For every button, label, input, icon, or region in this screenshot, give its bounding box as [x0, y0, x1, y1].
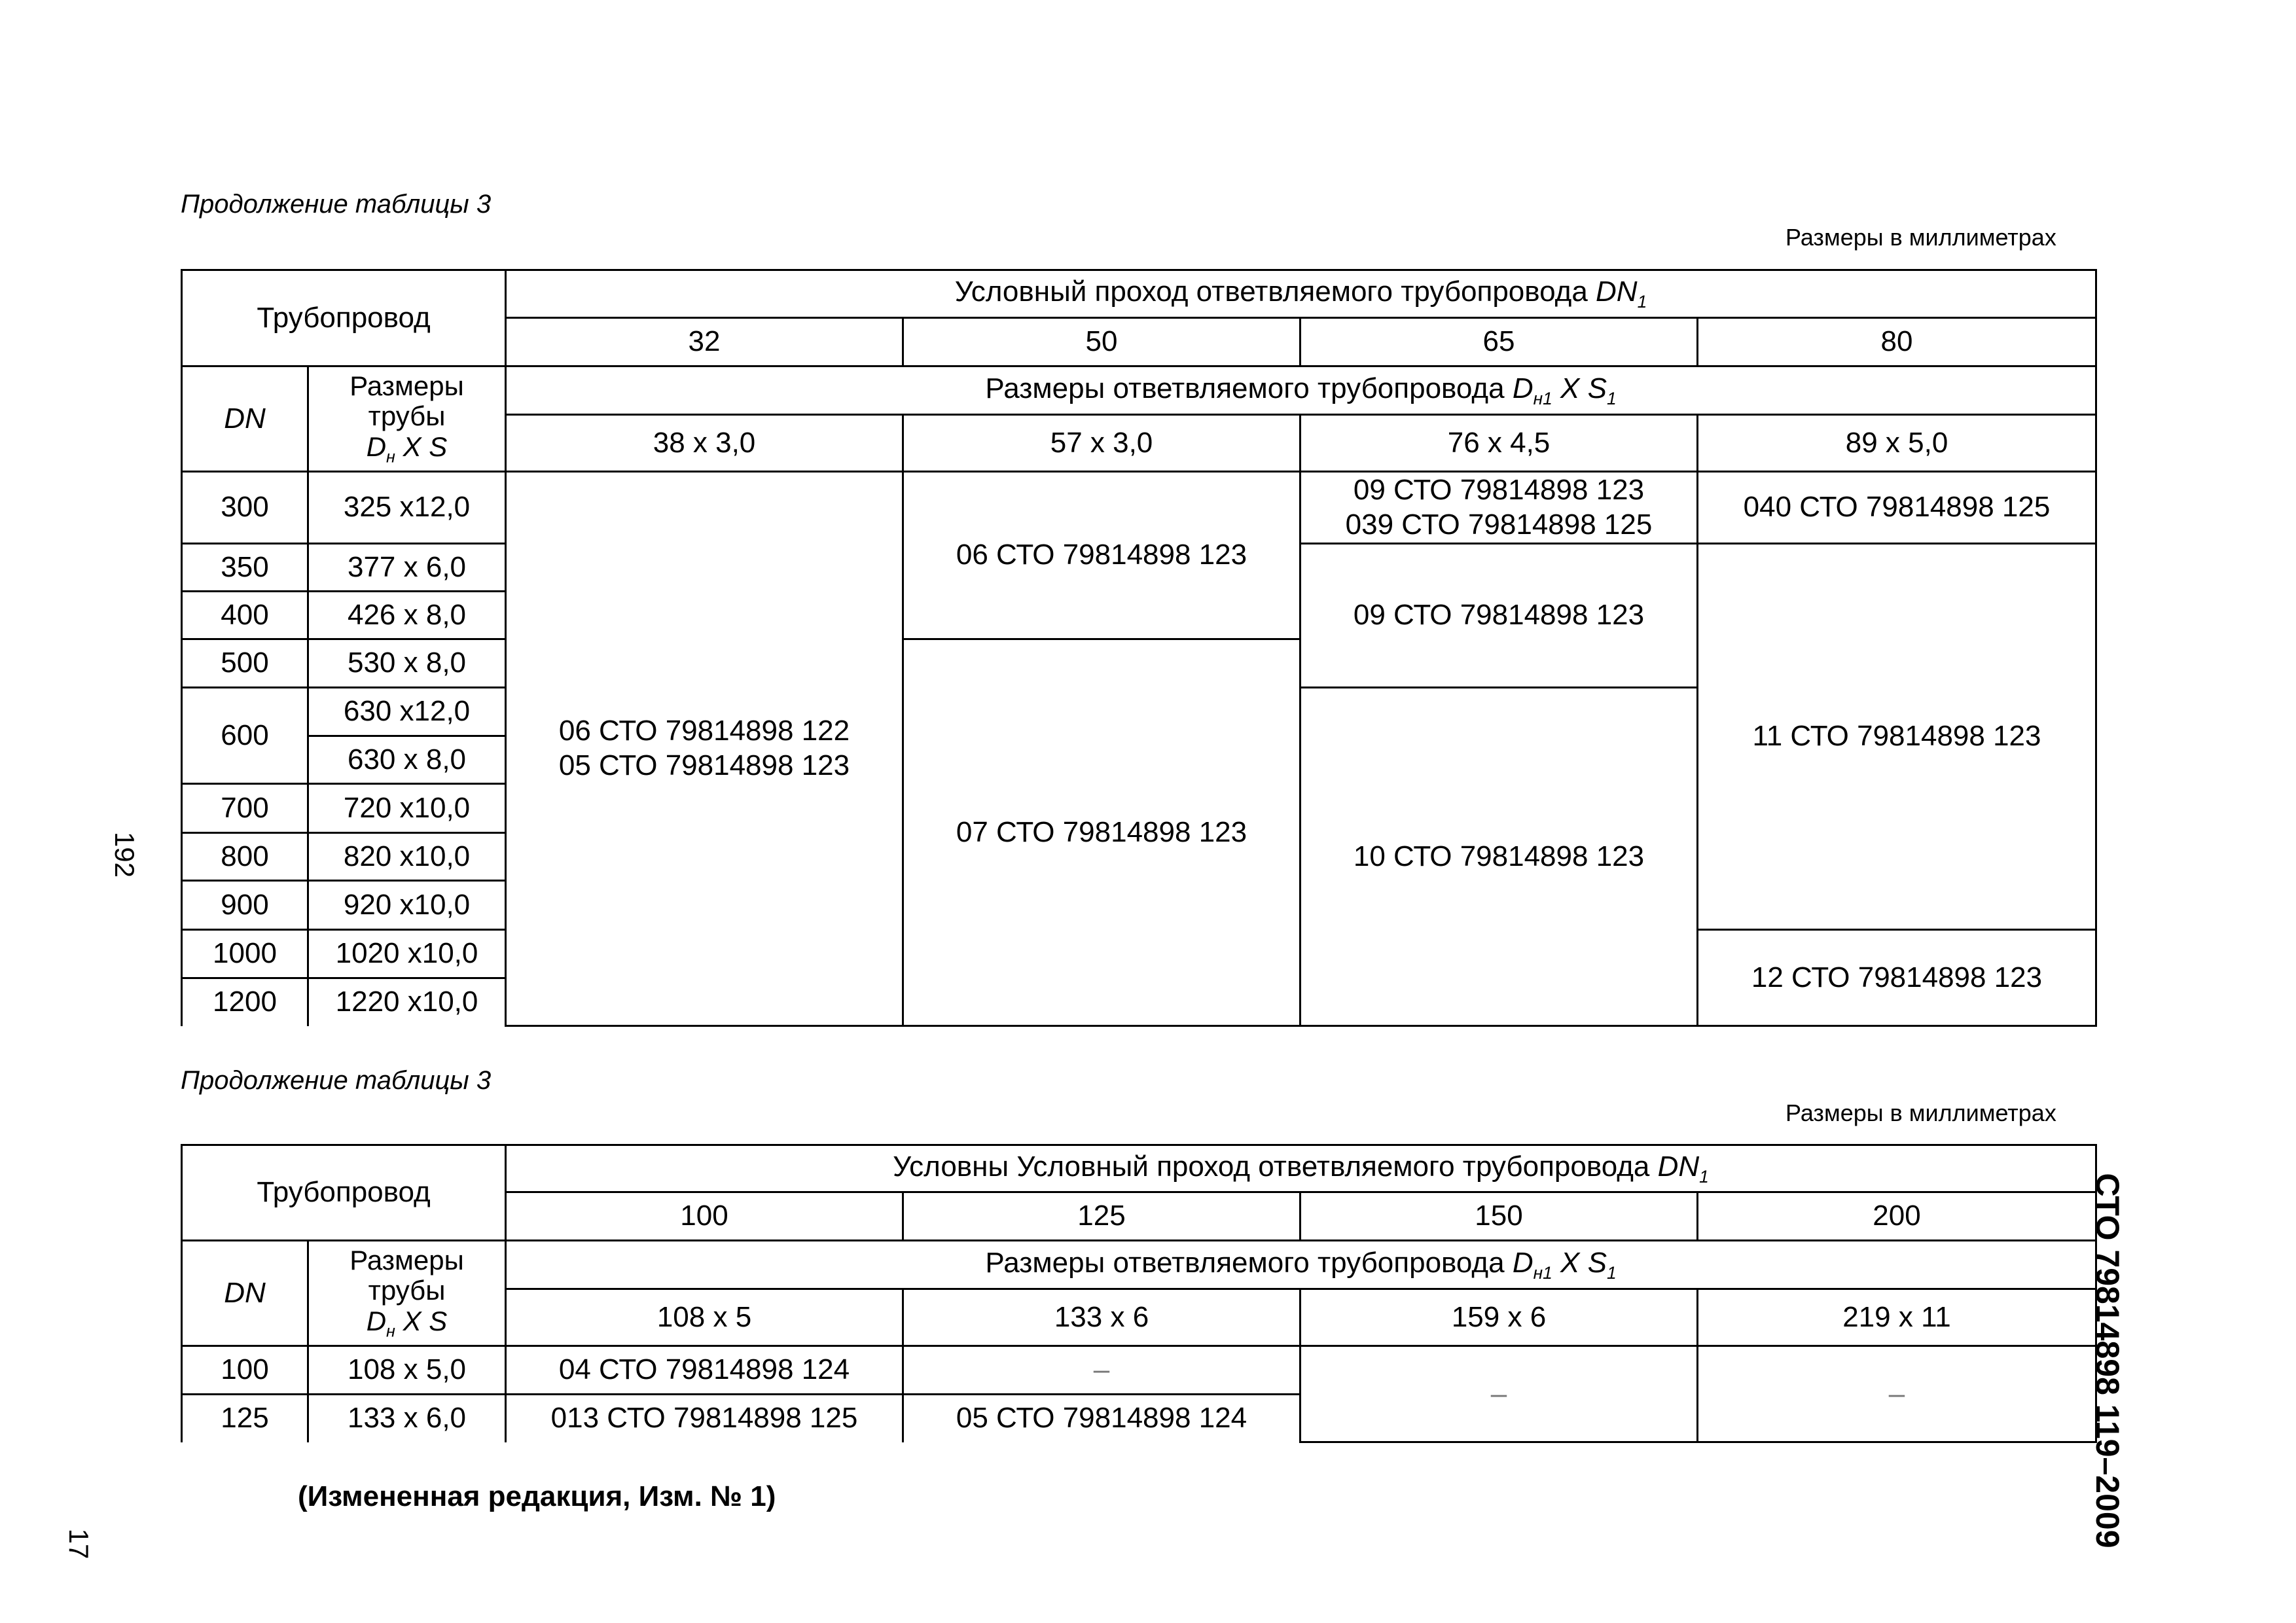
row-size: 820 x10,0 — [308, 833, 506, 881]
branch-size-100: 108 x 5 — [506, 1289, 903, 1346]
row-dn: 700 — [182, 784, 308, 833]
row-dn: 350 — [182, 544, 308, 592]
dn1-col-32: 32 — [506, 318, 903, 366]
pipe-size-header: Размеры трубы $D_н$ X S — [308, 366, 506, 472]
branch-size-header: Размеры ответвляемого трубопровода $D_{н1}$ X $S_1$ — [506, 1241, 2096, 1289]
cell-dn1-200: – — [1698, 1346, 2096, 1442]
row-dn: 500 — [182, 639, 308, 688]
pipe-table-1 — [181, 269, 2097, 1027]
row-size: 133 x 6,0 — [308, 1395, 506, 1442]
row-dn: 300 — [182, 472, 308, 544]
row-size: 920 x10,0 — [308, 881, 506, 930]
dn1-col-200: 200 — [1698, 1192, 2096, 1241]
units-note: Размеры в миллиметрах — [1785, 1099, 2056, 1126]
dn1-col-65: 65 — [1300, 318, 1698, 366]
dn1-col-50: 50 — [903, 318, 1300, 366]
cell-dn1-80-c: 12 СТО 79814898 123 — [1698, 930, 2096, 1026]
row-size: 630 x12,0 — [308, 688, 506, 736]
dn1-col-150: 150 — [1300, 1192, 1698, 1241]
cell-dn1-125: – — [903, 1346, 1300, 1395]
table-caption: Продолжение таблицы 3 — [181, 190, 492, 219]
row-size: 1220 x10,0 — [308, 978, 506, 1026]
row-size: 630 x 8,0 — [308, 736, 506, 784]
revision-note: (Измененная редакция, Изм. № 1) — [298, 1480, 776, 1512]
cell-dn1-150: – — [1300, 1346, 1698, 1442]
cell-dn1-100: 013 СТО 79814898 125 — [506, 1395, 903, 1442]
dn-header: DN — [182, 366, 308, 472]
cell-dn1-50-b: 07 СТО 79814898 123 — [903, 639, 1300, 1026]
nominal-bore-header: Условный проход ответвляемого трубопровода $DN_1$ — [506, 270, 2096, 318]
cell-dn1-65-b: 09 СТО 79814898 123 — [1300, 544, 1698, 688]
row-dn: 400 — [182, 592, 308, 639]
dn-header: DN — [182, 1241, 308, 1346]
row-dn: 800 — [182, 833, 308, 881]
units-note: Размеры в миллиметрах — [1785, 224, 2056, 251]
page-number-rotated: 192 — [109, 831, 140, 878]
cell-dn1-80-b: 11 СТО 79814898 123 — [1698, 544, 2096, 930]
branch-size-125: 133 x 6 — [903, 1289, 1300, 1346]
cell-dn1-65-a: 09 СТО 79814898 123 039 СТО 79814898 125 — [1300, 472, 1698, 544]
row-size: 426 x 8,0 — [308, 592, 506, 639]
row-dn: 100 — [182, 1346, 308, 1395]
pipeline-header: Трубопровод — [182, 1145, 506, 1241]
branch-size-32: 38 x 3,0 — [506, 415, 903, 472]
cell-dn1-100: 04 СТО 79814898 124 — [506, 1346, 903, 1395]
row-dn: 1200 — [182, 978, 308, 1026]
row-size: 1020 x10,0 — [308, 930, 506, 978]
dn1-col-80: 80 — [1698, 318, 2096, 366]
cell-dn1-32: 06 СТО 79814898 122 05 СТО 79814898 123 — [506, 472, 903, 1026]
page-number-bottom: 17 — [63, 1528, 94, 1560]
branch-size-80: 89 x 5,0 — [1698, 415, 2096, 472]
row-size: 108 x 5,0 — [308, 1346, 506, 1395]
row-dn: 1000 — [182, 930, 308, 978]
row-dn: 600 — [182, 688, 308, 784]
branch-size-65: 76 x 4,5 — [1300, 415, 1698, 472]
dn1-col-100: 100 — [506, 1192, 903, 1241]
row-size: 720 x10,0 — [308, 784, 506, 833]
branch-size-header: Размеры ответвляемого трубопровода $D_{н1}$ X $S_1$ — [506, 366, 2096, 415]
row-size: 377 x 6,0 — [308, 544, 506, 592]
cell-dn1-125: 05 СТО 79814898 124 — [903, 1395, 1300, 1442]
dn1-col-125: 125 — [903, 1192, 1300, 1241]
pipe-size-header: Размеры трубы $D_н$ X S — [308, 1241, 506, 1346]
branch-size-50: 57 x 3,0 — [903, 415, 1300, 472]
branch-size-150: 159 x 6 — [1300, 1289, 1698, 1346]
branch-size-200: 219 x 11 — [1698, 1289, 2096, 1346]
nominal-bore-header: Условны Условный проход ответвляемого трубопровода $DN_1$ — [506, 1145, 2096, 1192]
cell-dn1-80-a: 040 СТО 79814898 125 — [1698, 472, 2096, 544]
row-dn: 125 — [182, 1395, 308, 1442]
row-dn: 900 — [182, 881, 308, 930]
row-size: 530 x 8,0 — [308, 639, 506, 688]
pipeline-header: Трубопровод — [182, 270, 506, 366]
row-size: 325 x12,0 — [308, 472, 506, 544]
pipe-table-2 — [181, 1144, 2097, 1443]
table-caption: Продолжение таблицы 3 — [181, 1066, 492, 1095]
document-code: СТО 79814898 119–2009 — [2089, 1173, 2126, 1548]
cell-dn1-50-a: 06 СТО 79814898 123 — [903, 472, 1300, 639]
cell-dn1-65-c: 10 СТО 79814898 123 — [1300, 688, 1698, 1026]
